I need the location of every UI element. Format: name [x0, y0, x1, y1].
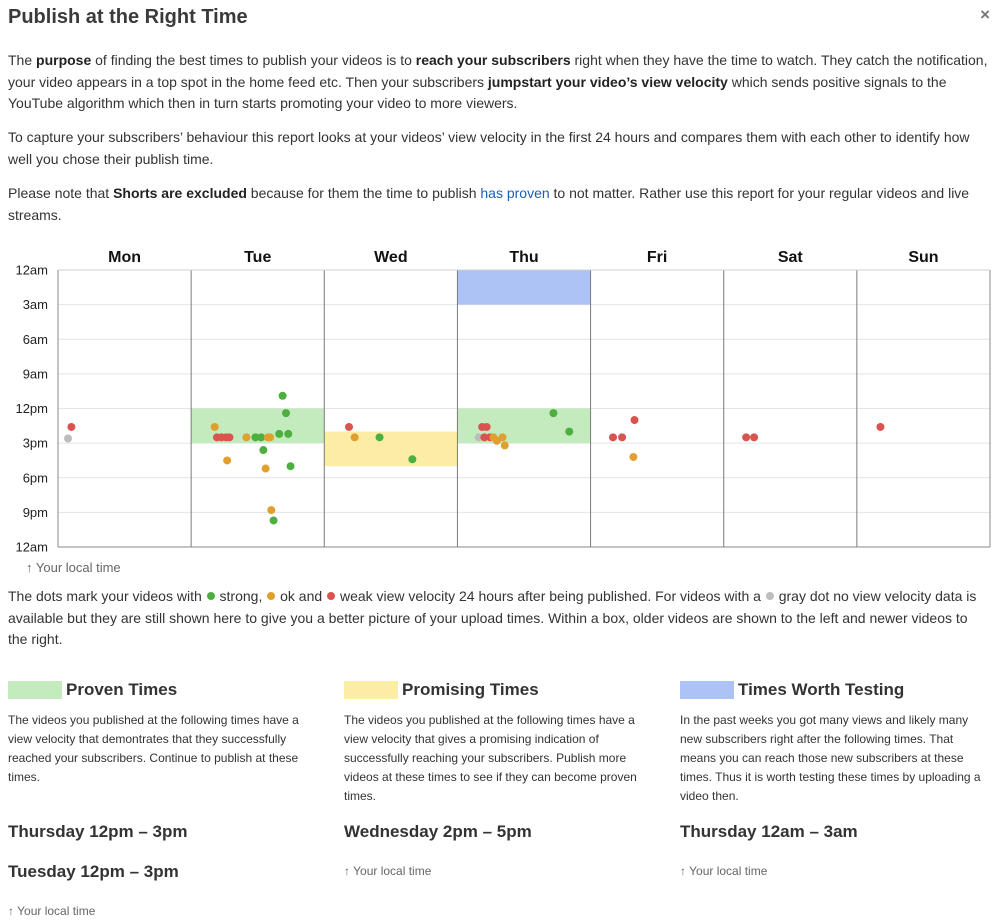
- proven-times-section: [8, 679, 326, 787]
- video-dot-ok: [262, 465, 270, 473]
- video-dot-weak: [876, 423, 884, 431]
- testing-times-section: [680, 679, 998, 806]
- video-dot-ok: [242, 433, 250, 441]
- shorts-text: because for them the time to publish: [246, 185, 481, 201]
- video-dot-strong: [376, 433, 384, 441]
- video-dot-strong: [270, 516, 278, 524]
- testing-times-description: In the past weeks you got many views and likely many new subscribers right after the following times. That means you can reach those new subscribers at these times. Thus it is worth testing these times by uploading a video then.: [680, 713, 981, 803]
- time-label: 12am: [15, 539, 48, 555]
- ok-dot-icon: [267, 592, 275, 600]
- video-dot-weak: [750, 433, 758, 441]
- video-dot-gray: [64, 435, 72, 443]
- time-label: 9am: [22, 366, 48, 382]
- video-dot-ok: [211, 423, 219, 431]
- proven-times-description: The videos you published at the following times have a view velocity that demontrates that they successfully reached your subscribers. Continue to publish at these times.: [8, 713, 299, 784]
- day-label-sun: Sun: [908, 249, 939, 266]
- video-dot-ok: [501, 441, 509, 449]
- shorts-bold: Shorts are excluded: [113, 185, 247, 201]
- legend-text: gray dot no view velocity data is available but they are still shown here to give you a better picture of your upload times. Within a box, older videos are shown to the left and newer videos to the right.: [8, 588, 977, 647]
- video-dot-weak: [483, 423, 491, 431]
- legend-text: ok and: [276, 588, 327, 604]
- promising-local-time-note: ↑ Your local time: [344, 864, 432, 878]
- video-dot-weak: [225, 433, 233, 441]
- shorts-text: to not matter. Rather use this report for your regular videos and live streams.: [8, 185, 970, 223]
- dot-legend: [8, 586, 990, 651]
- day-label-mon: Mon: [108, 249, 142, 266]
- video-dot-strong: [282, 409, 290, 417]
- video-dot-strong: [408, 455, 416, 463]
- proven-times-header: [8, 679, 326, 701]
- time-label: 12pm: [15, 401, 48, 416]
- video-dot-ok: [267, 506, 275, 514]
- testing-times-header: [680, 679, 998, 701]
- intro-seg: which sends positive signals to the YouTube algorithm which then in turn starts promoting your video to more viewers.: [8, 73, 947, 111]
- intro-seg-bold: reach your subscribers: [415, 52, 571, 68]
- dialog-title: Publish at the Right Time: [8, 6, 248, 28]
- promising-swatch: [344, 681, 398, 699]
- proven-local-time-note: ↑ Your local time: [8, 904, 96, 918]
- video-dot-strong: [549, 409, 557, 417]
- has-proven-link[interactable]: has proven: [480, 185, 550, 201]
- video-dot-strong: [284, 430, 292, 438]
- video-dot-strong: [275, 430, 283, 438]
- intro-paragraph-shorts: [8, 183, 990, 226]
- intro-seg: right when they have the time to watch. They catch the notification, your video appears in a top spot in the home feed etc. Then your subscribers: [8, 52, 988, 90]
- proven-slot: Tuesday 12pm – 3pm: [8, 862, 179, 881]
- time-label: 6pm: [22, 470, 48, 486]
- intro-seg: The: [8, 52, 37, 68]
- testing-local-time-note: ↑ Your local time: [680, 864, 768, 878]
- video-dot-strong: [565, 428, 573, 436]
- video-dot-ok: [223, 456, 231, 464]
- video-dot-weak: [609, 433, 617, 441]
- strong-dot-icon: [207, 592, 215, 600]
- video-dot-weak: [345, 423, 353, 431]
- video-dot-strong: [279, 392, 287, 400]
- gray-dot-icon: [766, 592, 774, 600]
- promising-times-header: [344, 679, 662, 701]
- testing-slot: Thursday 12am – 3am: [680, 822, 858, 841]
- testing-swatch: [680, 681, 734, 699]
- day-label-thu: Thu: [509, 249, 539, 266]
- time-label: 12am: [15, 262, 48, 278]
- video-dot-weak: [67, 423, 75, 431]
- legend-text: The dots mark your videos with: [8, 588, 206, 604]
- intro-paragraph-method: To capture your subscribers’ behaviour this report looks at your videos’ view velocity in the first 24 hours and compares them with each other to identify how well you chose their publish time.: [8, 129, 970, 167]
- proven-times-title: Proven Times: [66, 680, 178, 699]
- intro-seg-bold: purpose: [36, 52, 92, 68]
- shorts-text: Please note that: [8, 185, 114, 201]
- video-dot-ok: [351, 433, 359, 441]
- video-dot-ok: [499, 433, 507, 441]
- proven-slot: Thursday 12pm – 3pm: [8, 822, 188, 841]
- proven-swatch: [8, 681, 62, 699]
- video-dot-ok: [266, 433, 274, 441]
- close-icon[interactable]: ×: [980, 5, 990, 24]
- video-dot-strong: [287, 462, 295, 470]
- day-label-wed: Wed: [374, 249, 408, 266]
- intro-seg-bold: jumpstart your video’s view velocity: [487, 73, 728, 90]
- testing-time-box: [457, 270, 590, 305]
- time-label: 6am: [22, 331, 48, 347]
- day-label-tue: Tue: [244, 249, 272, 266]
- video-dot-ok: [629, 453, 637, 461]
- promising-time-box: [324, 432, 457, 467]
- intro-paragraph-purpose: [8, 50, 990, 115]
- testing-times-title: Times Worth Testing: [738, 680, 905, 699]
- day-label-sat: Sat: [777, 249, 803, 266]
- legend-text: strong,: [215, 588, 267, 604]
- promising-times-title: Promising Times: [402, 680, 539, 699]
- promising-times-description: The videos you published at the following times have a view velocity that gives a promising indication of successfully reaching your subscribers. Publish more videos at these times to see if they can become proven times.: [344, 713, 637, 803]
- intro-seg: of finding the best times to publish your videos is to: [91, 52, 416, 68]
- time-label: 3am: [22, 297, 48, 313]
- video-dot-weak: [742, 433, 750, 441]
- video-dot-weak: [631, 416, 639, 424]
- chart-local-time-note: ↑ Your local time: [26, 560, 121, 575]
- publish-time-chart: [0, 240, 998, 560]
- day-label-fri: Fri: [646, 249, 668, 266]
- legend-text: weak view velocity 24 hours after being published. For videos with a: [336, 588, 765, 604]
- time-label: 3pm: [22, 435, 48, 451]
- promising-slot: Wednesday 2pm – 5pm: [344, 822, 532, 841]
- promising-times-section: [344, 679, 662, 806]
- time-label: 9pm: [22, 504, 48, 520]
- weak-dot-icon: [327, 592, 335, 600]
- video-dot-weak: [618, 433, 626, 441]
- video-dot-strong: [259, 446, 267, 454]
